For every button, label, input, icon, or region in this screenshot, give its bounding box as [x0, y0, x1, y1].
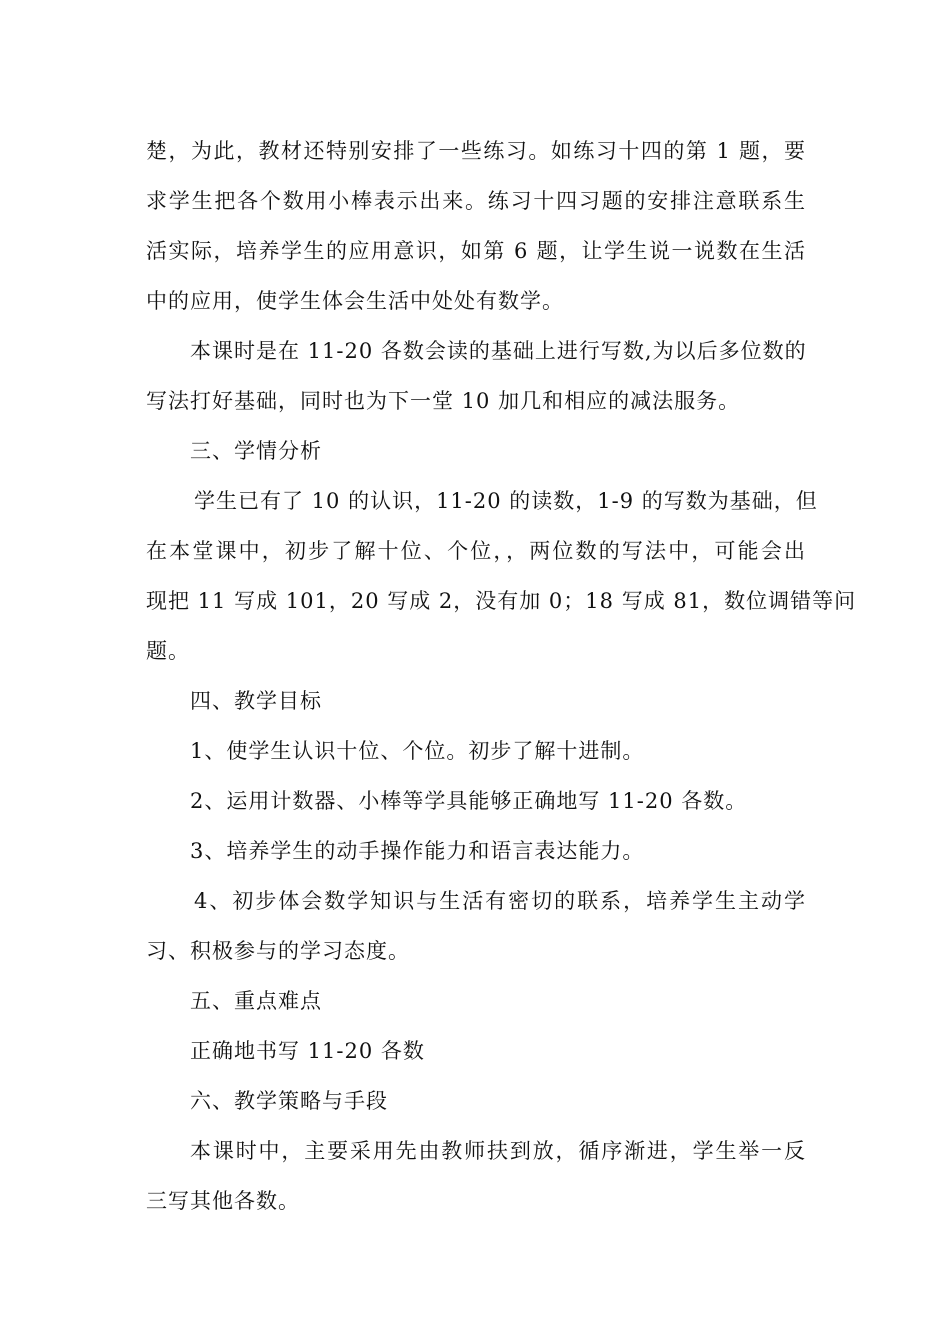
text-line: 现把 11 写成 101，20 写成 2，没有加 0；18 写成 81，数位调错等问	[146, 589, 857, 613]
text-line: 求学生把各个数用小棒表示出来。练习十四习题的安排注意联系生	[146, 189, 806, 213]
text-line: 活实际，培养学生的应用意识，如第 6 题，让学生说一说数在生活	[146, 239, 806, 263]
list-item: 3、培养学生的动手操作能力和语言表达能力。	[190, 839, 645, 863]
text-line: 题。	[146, 639, 190, 663]
text-line: 楚，为此，教材还特别安排了一些练习。如练习十四的第 1 题，要	[146, 139, 806, 163]
list-item: 2、运用计数器、小棒等学具能够正确地写 11-20 各数。	[190, 789, 748, 813]
section-heading: 三、学情分析	[190, 439, 322, 463]
list-item: 1、使学生认识十位、个位。初步了解十进制。	[190, 739, 645, 763]
text-line: 本课时中，主要采用先由教师扶到放，循序渐进，学生举一反	[190, 1139, 806, 1163]
section-heading: 六、教学策略与手段	[190, 1089, 388, 1113]
text-line: 写法打好基础，同时也为下一堂 10 加几和相应的减法服务。	[146, 389, 741, 413]
text-line: 在本堂课中，初步了解十位、个位，，两位数的写法中，可能会出	[146, 539, 806, 563]
document-body	[146, 126, 857, 1226]
text-line: 中的应用，使学生体会生活中处处有数学。	[146, 289, 564, 313]
section-heading: 五、重点难点	[190, 989, 322, 1013]
list-item: 4、初步体会数学知识与生活有密切的联系，培养学生主动学	[194, 889, 806, 913]
text-line: 三写其他各数。	[146, 1189, 300, 1213]
text-line: 本课时是在 11-20 各数会读的基础上进行写数,为以后多位数的	[190, 339, 807, 363]
text-line: 学生已有了 10 的认识，11-20 的读数，1-9 的写数为基础，但	[194, 489, 818, 513]
text-line: 习、积极参与的学习态度。	[146, 939, 410, 963]
section-heading: 四、教学目标	[190, 689, 322, 713]
text-line: 正确地书写 11-20 各数	[190, 1039, 425, 1063]
